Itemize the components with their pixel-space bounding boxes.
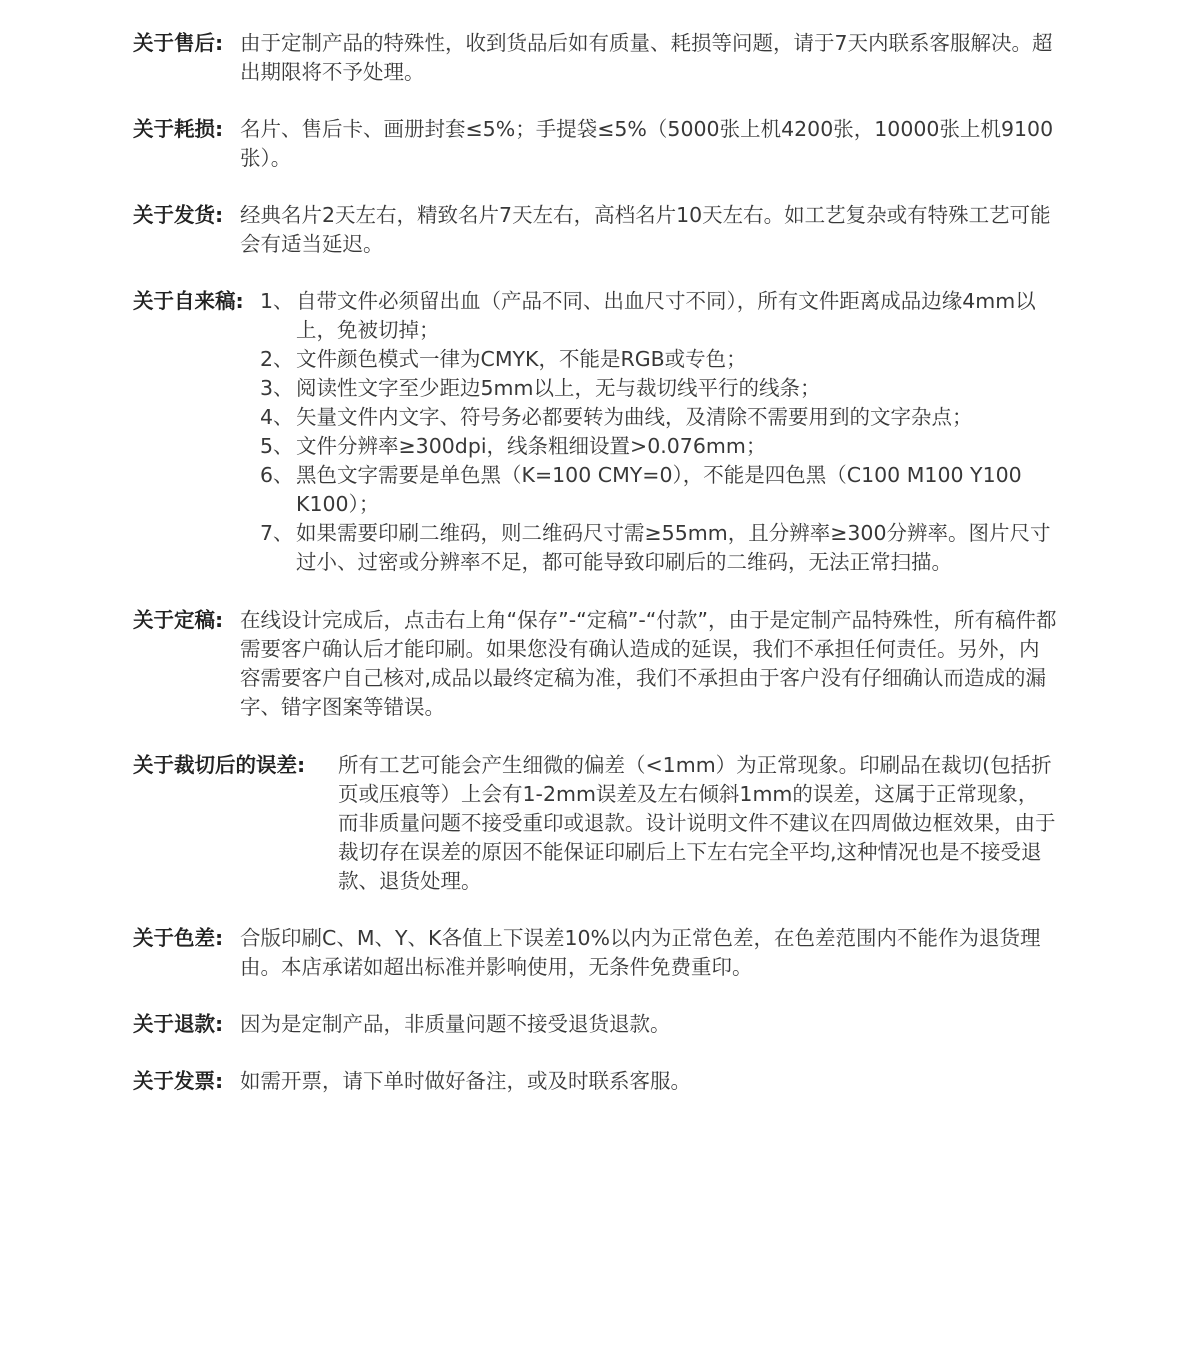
list-item-text: 矢量文件内文字、符号务必都要转为曲线，及清除不需要用到的文字杂点； bbox=[296, 405, 973, 429]
section-invoice bbox=[133, 1067, 1058, 1096]
section-label: 关于定稿: bbox=[133, 608, 224, 632]
section-text: 如需开票，请下单时做好备注，或及时联系客服。 bbox=[240, 1069, 691, 1093]
section-finalize bbox=[133, 606, 1058, 722]
section-label: 关于发票: bbox=[133, 1069, 224, 1093]
list-item bbox=[260, 461, 1058, 519]
list-item bbox=[260, 374, 1058, 403]
list-item-number: 7、 bbox=[260, 521, 294, 545]
list-item-number: 5、 bbox=[260, 434, 294, 458]
section-text: 因为是定制产品，非质量问题不接受退货退款。 bbox=[240, 1012, 671, 1036]
list-item bbox=[260, 519, 1058, 577]
list-item bbox=[260, 403, 1058, 432]
list-item-text: 文件分辨率≥300dpi，线条粗细设置>0.076mm； bbox=[296, 434, 767, 458]
list-item-text: 如果需要印刷二维码，则二维码尺寸需≥55mm，且分辨率≥300分辨率。图片尺寸过小、过密或分辨率不足，都可能导致印刷后的二维码，无法正常扫描。 bbox=[296, 521, 1051, 574]
section-cutting-error bbox=[133, 751, 1058, 896]
section-shipping bbox=[133, 201, 1058, 259]
section-text: 所有工艺可能会产生细微的偏差（<1mm）为正常现象。印刷品在裁切(包括折页或压痕等）上会有1-2mm误差及左右倾斜1mm的误差，这属于正常现象，而非质量问题不接受重印或退款。设计说明文件不建议在四周做边框效果，由于裁切存在误差的原因不能保证印刷后上下左右完全平均,这种情况也是不接受退款、退货处理。 bbox=[338, 753, 1056, 893]
section-label: 关于自来稿: bbox=[133, 289, 244, 313]
section-text: 合版印刷C、M、Y、K各值上下误差10%以内为正常色差，在色差范围内不能作为退货理由。本店承诺如超出标准并影响使用，无条件免费重印。 bbox=[240, 926, 1041, 979]
list-item bbox=[260, 287, 1058, 345]
section-label: 关于耗损: bbox=[133, 117, 224, 141]
section-label: 关于色差: bbox=[133, 926, 224, 950]
section-refund bbox=[133, 1010, 1058, 1039]
section-label: 关于售后: bbox=[133, 31, 224, 55]
section-label: 关于退款: bbox=[133, 1012, 224, 1036]
list-item-number: 4、 bbox=[260, 405, 294, 429]
requirements-list bbox=[260, 287, 1058, 577]
section-text: 名片、售后卡、画册封套≤5%；手提袋≤5%（5000张上机4200张，10000张上机9100张）。 bbox=[240, 117, 1054, 170]
list-item bbox=[260, 432, 1058, 461]
section-label: 关于裁切后的误差: bbox=[133, 753, 306, 777]
section-color-difference bbox=[133, 924, 1058, 982]
list-item-number: 1、 bbox=[260, 289, 294, 313]
section-loss bbox=[133, 115, 1058, 173]
list-item-text: 自带文件必须留出血（产品不同、出血尺寸不同），所有文件距离成品边缘4mm以上，免被切掉； bbox=[296, 289, 1036, 342]
list-item-text: 黑色文字需要是单色黑（K=100 CMY=0），不能是四色黑（C100 M100 Y100 K100）； bbox=[296, 463, 1022, 516]
section-label: 关于发货: bbox=[133, 203, 224, 227]
list-item-text: 文件颜色模式一律为CMYK，不能是RGB或专色； bbox=[296, 347, 747, 371]
list-item bbox=[260, 345, 1058, 374]
list-item-text: 阅读性文字至少距边5mm以上，无与裁切线平行的线条； bbox=[296, 376, 821, 400]
section-text: 经典名片2天左右，精致名片7天左右，高档名片10天左右。如工艺复杂或有特殊工艺可能会有适当延迟。 bbox=[240, 203, 1051, 256]
section-text: 在线设计完成后，点击右上角“保存”-“定稿”-“付款”，由于是定制产品特殊性，所有稿件都需要客户确认后才能印刷。如果您没有确认造成的延误，我们不承担任何责任。另外，内容需要客户自己核对,成品以最终定稿为准，我们不承担由于客户没有仔细确认而造成的漏字、错字图案等错误。 bbox=[240, 608, 1057, 719]
list-item-number: 3、 bbox=[260, 376, 294, 400]
policy-document bbox=[133, 29, 1058, 1096]
section-after-sales bbox=[133, 29, 1058, 87]
section-text: 由于定制产品的特殊性，收到货品后如有质量、耗损等问题，请于7天内联系客服解决。超出期限将不予处理。 bbox=[240, 31, 1053, 84]
list-item-number: 6、 bbox=[260, 463, 294, 487]
list-item-number: 2、 bbox=[260, 347, 294, 371]
section-own-files bbox=[133, 287, 1058, 577]
